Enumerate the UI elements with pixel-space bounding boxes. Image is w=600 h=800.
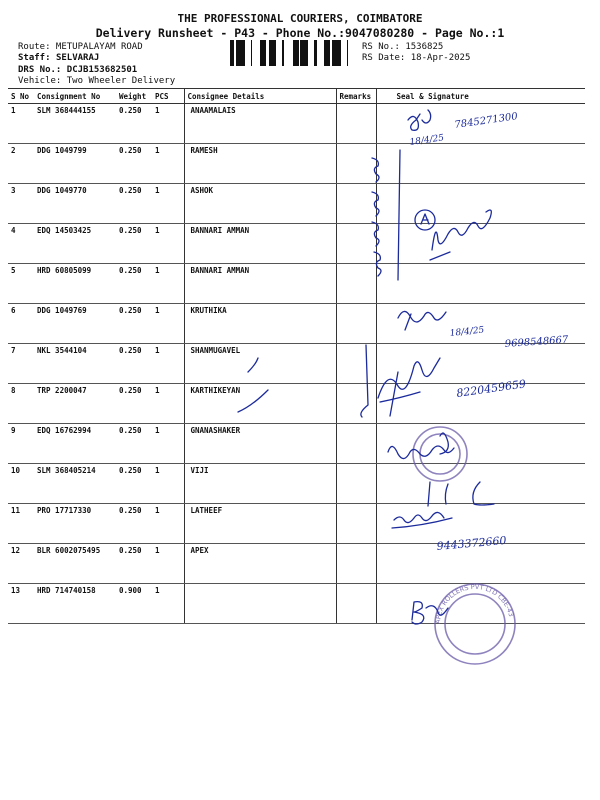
row-consignee: ASHOK bbox=[184, 184, 336, 224]
row-weight: 0.250 bbox=[116, 224, 152, 264]
row-consignment-no: SLM 368444155 bbox=[34, 104, 116, 144]
row-sno: 9 bbox=[8, 424, 34, 464]
barcode-bar bbox=[338, 40, 341, 66]
row-sno: 11 bbox=[8, 504, 34, 544]
row-pcs: 1 bbox=[152, 424, 184, 464]
row-remarks bbox=[336, 384, 376, 424]
row6-date: 18/4/25 bbox=[449, 325, 485, 339]
row-consignee: RAMESH bbox=[184, 144, 336, 184]
barcode-bar bbox=[239, 40, 240, 66]
row-consignee: VIJI bbox=[184, 464, 336, 504]
row-weight: 0.900 bbox=[116, 584, 152, 624]
table-row bbox=[8, 384, 585, 424]
row-remarks bbox=[336, 504, 376, 544]
table-row bbox=[8, 584, 585, 624]
row-pcs: 1 bbox=[152, 344, 184, 384]
row-pcs: 1 bbox=[152, 144, 184, 184]
row-sno: 8 bbox=[8, 384, 34, 424]
row-consignee: KARTHIKEYAN bbox=[184, 384, 336, 424]
table-row bbox=[8, 344, 585, 384]
barcode-bar bbox=[300, 40, 302, 66]
row-remarks bbox=[336, 144, 376, 184]
staff-label: Staff: bbox=[18, 53, 51, 63]
row-consignee: KRUTHIKA bbox=[184, 304, 336, 344]
barcode-bar bbox=[263, 40, 264, 66]
row-weight: 0.250 bbox=[116, 544, 152, 584]
row-consignee: GNANASHAKER bbox=[184, 424, 336, 464]
row-pcs: 1 bbox=[152, 304, 184, 344]
barcode-bar bbox=[293, 40, 294, 66]
barcode-bar bbox=[242, 40, 245, 66]
row-seal-signature bbox=[376, 424, 585, 464]
barcode-bar bbox=[236, 40, 239, 66]
row-weight: 0.250 bbox=[116, 144, 152, 184]
row-weight: 0.250 bbox=[116, 264, 152, 304]
row-sno: 10 bbox=[8, 464, 34, 504]
row-remarks bbox=[336, 184, 376, 224]
row-consignment-no: DDG 1049769 bbox=[34, 304, 116, 344]
table-row bbox=[8, 264, 585, 304]
rs-date: RS Date: 18-Apr-2025 bbox=[362, 53, 471, 63]
row-consignment-no: TRP 2200047 bbox=[34, 384, 116, 424]
barcode-bar bbox=[326, 40, 329, 66]
barcode-bar bbox=[296, 40, 299, 66]
row-weight: 0.250 bbox=[116, 184, 152, 224]
row-consignment-no: HRD 714740158 bbox=[34, 584, 116, 624]
table-header-row bbox=[8, 89, 585, 104]
row-seal-signature bbox=[376, 344, 585, 384]
row-weight: 0.250 bbox=[116, 104, 152, 144]
row-sno: 13 bbox=[8, 584, 34, 624]
barcode-bar bbox=[305, 40, 306, 66]
row-pcs: 1 bbox=[152, 104, 184, 144]
row-seal-signature bbox=[376, 504, 585, 544]
row-sno: 6 bbox=[8, 304, 34, 344]
header-pcs: PCS bbox=[152, 89, 184, 104]
row-weight: 0.250 bbox=[116, 304, 152, 344]
row-consignee: APEX bbox=[184, 544, 336, 584]
row-sno: 3 bbox=[8, 184, 34, 224]
row-sno: 12 bbox=[8, 544, 34, 584]
row1-date: 18/4/25 bbox=[409, 133, 445, 148]
rs-number: RS No.: 1536825 bbox=[362, 42, 444, 52]
row-remarks bbox=[336, 104, 376, 144]
row-remarks bbox=[336, 224, 376, 264]
row-remarks bbox=[336, 544, 376, 584]
barcode-bar bbox=[269, 40, 270, 66]
row-seal-signature bbox=[376, 224, 585, 264]
row-pcs: 1 bbox=[152, 544, 184, 584]
row-consignment-no: PRO 17717330 bbox=[34, 504, 116, 544]
row-seal-signature bbox=[376, 144, 585, 184]
barcode-bar bbox=[294, 40, 296, 66]
row-sno: 1 bbox=[8, 104, 34, 144]
row-remarks bbox=[336, 464, 376, 504]
barcode-bar bbox=[270, 40, 272, 66]
row-pcs: 1 bbox=[152, 384, 184, 424]
row-consignment-no: BLR 6002075495 bbox=[34, 544, 116, 584]
staff-value: SELVARAJ bbox=[55, 53, 100, 63]
barcode-bar bbox=[272, 40, 275, 66]
barcode-bar bbox=[332, 40, 335, 66]
table-row bbox=[8, 184, 585, 224]
table-row bbox=[8, 464, 585, 504]
barcode-bar bbox=[335, 40, 336, 66]
header-remarks: Remarks bbox=[336, 89, 376, 104]
row1-phone: 7845271300 bbox=[453, 111, 519, 131]
row-pcs: 1 bbox=[152, 504, 184, 544]
barcode-bar bbox=[251, 40, 252, 66]
row-weight: 0.250 bbox=[116, 344, 152, 384]
row-consignment-no: EDQ 14503425 bbox=[34, 224, 116, 264]
barcode-bar bbox=[347, 40, 348, 66]
row-remarks bbox=[336, 264, 376, 304]
row6-phone: 9698548667 bbox=[504, 334, 569, 350]
row-consignee: BANNARI AMMAN bbox=[184, 224, 336, 264]
header-seal-signature: Seal & Signature bbox=[376, 89, 585, 104]
barcode-bar bbox=[240, 40, 242, 66]
row-seal-signature bbox=[376, 184, 585, 224]
barcode-bar bbox=[336, 40, 338, 66]
staff-line bbox=[18, 53, 99, 63]
row-remarks bbox=[336, 584, 376, 624]
table-row bbox=[8, 144, 585, 184]
route-label: Route: METUPALAYAM ROAD bbox=[18, 42, 143, 52]
row-seal-signature bbox=[376, 264, 585, 304]
row11-phone: 9443372660 bbox=[436, 533, 507, 553]
stamp-row13-text: APEX ROLLERS PVT LTD CBE-43 bbox=[433, 582, 516, 625]
company-title: THE PROFESSIONAL COURIERS, COIMBATORE bbox=[177, 12, 423, 25]
barcode-bar bbox=[314, 40, 317, 66]
row-weight: 0.250 bbox=[116, 424, 152, 464]
row-remarks bbox=[336, 304, 376, 344]
runsheet-title: Delivery Runsheet - P43 - Phone No.:9047080280 - Page No.:1 bbox=[95, 26, 505, 40]
row-weight: 0.250 bbox=[116, 464, 152, 504]
barcode-bar bbox=[329, 40, 330, 66]
barcode-bar bbox=[275, 40, 276, 66]
table-row bbox=[8, 304, 585, 344]
vehicle-label: Vehicle: Two Wheeler Delivery bbox=[18, 76, 176, 86]
drs-line bbox=[18, 65, 137, 75]
barcode-bar bbox=[306, 40, 308, 66]
barcode-bar bbox=[282, 40, 284, 66]
header-consignee: Consignee Details bbox=[184, 89, 336, 104]
row-seal-signature bbox=[376, 544, 585, 584]
table-row bbox=[8, 504, 585, 544]
row-remarks bbox=[336, 344, 376, 384]
row-pcs: 1 bbox=[152, 224, 184, 264]
row-consignment-no: DDG 1049770 bbox=[34, 184, 116, 224]
row-consignee: BANNARI AMMAN bbox=[184, 264, 336, 304]
row-consignee: LATHEEF bbox=[184, 504, 336, 544]
row-seal-signature bbox=[376, 584, 585, 624]
table-row bbox=[8, 224, 585, 264]
barcode-bar bbox=[264, 40, 266, 66]
drs-label: DRS No.: bbox=[18, 65, 62, 75]
row-sno: 2 bbox=[8, 144, 34, 184]
row-weight: 0.250 bbox=[116, 384, 152, 424]
row-pcs: 1 bbox=[152, 184, 184, 224]
barcode-bar bbox=[260, 40, 263, 66]
table-row bbox=[8, 104, 585, 144]
row-pcs: 1 bbox=[152, 464, 184, 504]
row-consignment-no: HRD 60805099 bbox=[34, 264, 116, 304]
barcode-icon bbox=[230, 40, 354, 66]
header-consignment: Consignment No bbox=[34, 89, 116, 104]
row-seal-signature bbox=[376, 104, 585, 144]
row-remarks bbox=[336, 424, 376, 464]
header-weight: Weight bbox=[116, 89, 152, 104]
barcode-bar bbox=[302, 40, 305, 66]
row8-phone: 8220459659 bbox=[455, 377, 527, 400]
row-sno: 5 bbox=[8, 264, 34, 304]
row-consignee bbox=[184, 584, 336, 624]
row-sno: 4 bbox=[8, 224, 34, 264]
runsheet-table bbox=[8, 88, 585, 624]
row-sno: 7 bbox=[8, 344, 34, 384]
row-consignment-no: EDQ 16762994 bbox=[34, 424, 116, 464]
barcode-bar bbox=[233, 40, 234, 66]
row-consignment-no: SLM 368405214 bbox=[34, 464, 116, 504]
table-row bbox=[8, 544, 585, 584]
row-consignee: ANAAMALAIS bbox=[184, 104, 336, 144]
row-weight: 0.250 bbox=[116, 504, 152, 544]
header-sno: S No bbox=[8, 89, 34, 104]
row-consignment-no: NKL 3544104 bbox=[34, 344, 116, 384]
row-consignee: SHANMUGAVEL bbox=[184, 344, 336, 384]
barcode-bar bbox=[324, 40, 326, 66]
row-seal-signature bbox=[376, 464, 585, 504]
drs-value: DCJB153682501 bbox=[66, 65, 138, 75]
row-pcs: 1 bbox=[152, 264, 184, 304]
row-consignment-no: DDG 1049799 bbox=[34, 144, 116, 184]
row-seal-signature bbox=[376, 304, 585, 344]
table-row bbox=[8, 424, 585, 464]
barcode-bar bbox=[230, 40, 233, 66]
row-seal-signature bbox=[376, 384, 585, 424]
row-pcs: 1 bbox=[152, 584, 184, 624]
